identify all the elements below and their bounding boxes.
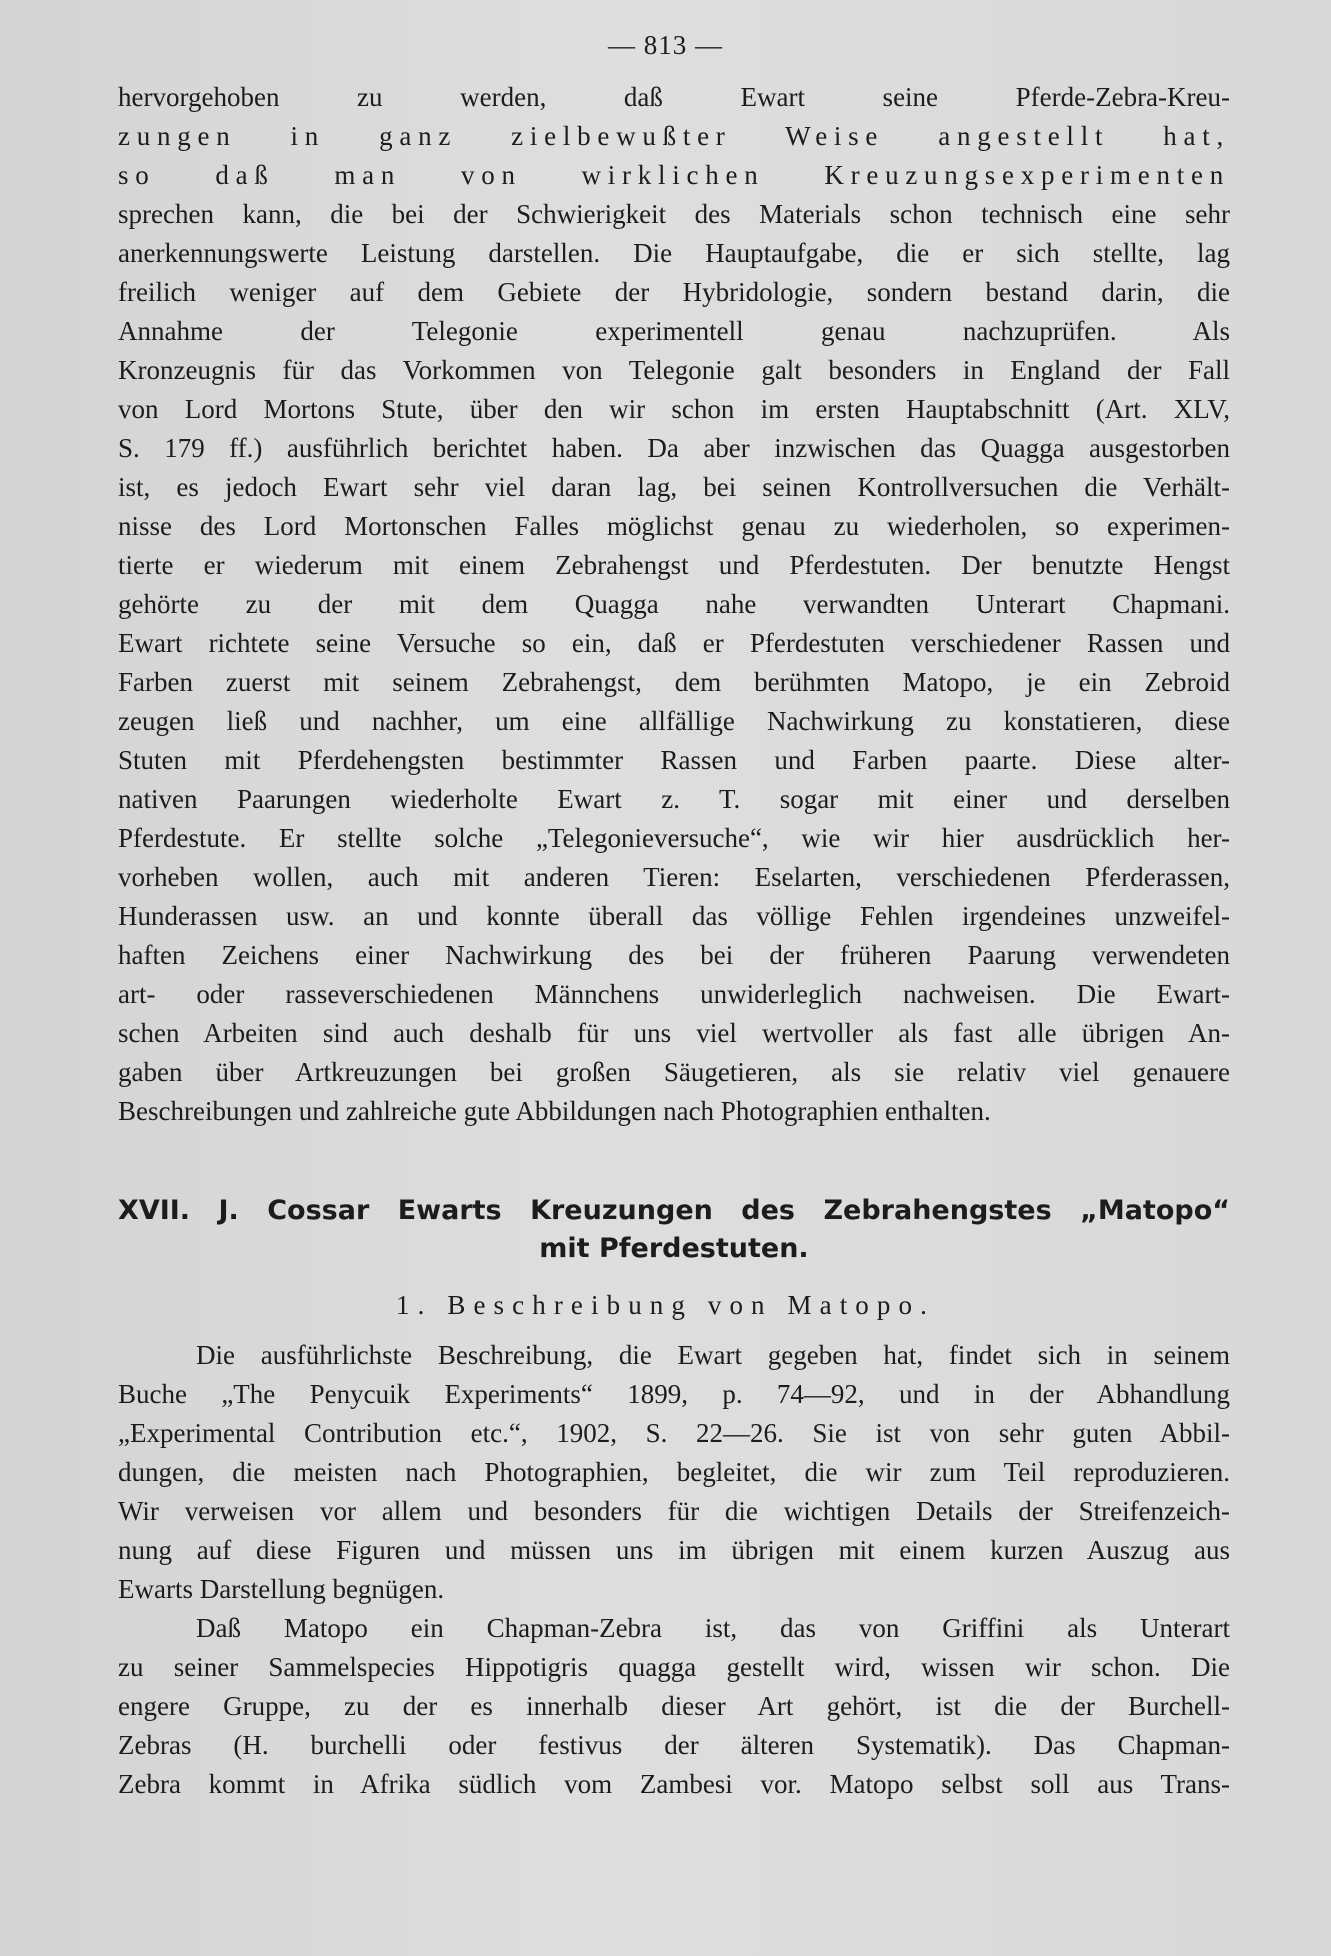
text-line: „Experimental Contribution etc.“, 1902, S. 22—26. Sie ist von sehr guten Abbil- [118, 1418, 1230, 1448]
chapter-heading-line: mit Pferdestuten. [539, 1233, 809, 1264]
text-line: Stuten mit Pferdehengsten bestimmter Rassen und Farben paarte. Diese alter- [118, 745, 1230, 775]
text-line: Buche „The Penycuik Experiments“ 1899, p. 74—92, und in der Abhandlung [118, 1379, 1230, 1409]
chapter-heading-line: XVII. J. Cossar Ewarts Kreuzungen des Zebrahengstes „Matopo“ [118, 1195, 1230, 1226]
text-line: gehörte zu der mit dem Quagga nahe verwandten Unterart Chapmani. [118, 589, 1230, 619]
text-line: zungen in ganz zielbewußter Weise angestellt hat, [118, 121, 1230, 151]
text-line: engere Gruppe, zu der es innerhalb dieser Art gehört, ist die der Burchell- [118, 1691, 1230, 1721]
text-line: Beschreibungen und zahlreiche gute Abbildungen nach Photographien enthalten. [118, 1096, 991, 1126]
text-line: dungen, die meisten nach Photographien, begleitet, die wir zum Teil reproduzieren. [118, 1457, 1230, 1487]
text-line: Zebras (H. burchelli oder festivus der älteren Systematik). Das Chapman- [118, 1730, 1230, 1760]
text-line: zu seiner Sammelspecies Hippotigris quagga gestellt wird, wissen wir schon. Die [118, 1652, 1230, 1682]
text-line: Farben zuerst mit seinem Zebrahengst, dem berühmten Matopo, je ein Zebroid [118, 667, 1230, 697]
text-line: Wir verweisen vor allem und besonders für die wichtigen Details der Streifenzeich- [118, 1496, 1230, 1526]
text-line: Zebra kommt in Afrika südlich vom Zambesi vor. Matopo selbst soll aus Trans- [118, 1769, 1230, 1799]
text-line: Annahme der Telegonie experimentell genau nachzuprüfen. Als [118, 316, 1230, 346]
text-line: Daß Matopo ein Chapman-Zebra ist, das von Griffini als Unterart [196, 1613, 1230, 1643]
top-paragraph [118, 78, 1230, 1131]
text-line: nung auf diese Figuren und müssen uns im übrigen mit einem kurzen Auszug aus [118, 1535, 1230, 1565]
text-line: haften Zeichens einer Nachwirkung des bei der früheren Paarung verwendeten [118, 940, 1230, 970]
text-line: Kronzeugnis für das Vorkommen von Telegonie galt besonders in England der Fall [118, 355, 1230, 385]
text-line: tierte er wiederum mit einem Zebrahengst und Pferdestuten. Der benutzte Hengst [118, 550, 1230, 580]
page-number: — 813 — [608, 30, 723, 60]
text-line: von Lord Mortons Stute, über den wir schon im ersten Hauptabschnitt (Art. XLV, [118, 394, 1230, 424]
text-line: hervorgehoben zu werden, daß Ewart seine Pferde-Zebra-Kreu- [118, 82, 1230, 112]
text-line: so daß man von wirklichen Kreuzungsexperimenten [118, 160, 1230, 190]
bottom-paragraphs [118, 1336, 1230, 1804]
text-line: sprechen kann, die bei der Schwierigkeit des Materials schon technisch eine sehr [118, 199, 1230, 229]
text-line: Die ausführlichste Beschreibung, die Ewart gegeben hat, findet sich in seinem [196, 1340, 1230, 1370]
text-line: ist, es jedoch Ewart sehr viel daran lag, bei seinen Kontrollversuchen die Verhält- [118, 472, 1230, 502]
text-line: nativen Paarungen wiederholte Ewart z. T. sogar mit einer und derselben [118, 784, 1230, 814]
text-line: Hunderassen usw. an und konnte überall das völlige Fehlen irgendeines unzweifel- [118, 901, 1230, 931]
section-subheading: 1. Beschreibung von Matopo. [396, 1290, 935, 1320]
text-line: schen Arbeiten sind auch deshalb für uns viel wertvoller als fast alle übrigen An- [118, 1018, 1230, 1048]
text-line: nisse des Lord Mortonschen Falles möglichst genau zu wiederholen, so experimen- [118, 511, 1230, 541]
text-line: vorheben wollen, auch mit anderen Tieren: Eselarten, verschiedenen Pferderassen, [118, 862, 1230, 892]
text-line: freilich weniger auf dem Gebiete der Hybridologie, sondern bestand darin, die [118, 277, 1230, 307]
text-line: Pferdestute. Er stellte solche „Telegonieversuche“, wie wir hier ausdrücklich her- [118, 823, 1230, 853]
text-line: Ewarts Darstellung begnügen. [118, 1574, 445, 1604]
chapter-heading [118, 1192, 1230, 1268]
text-line: gaben über Artkreuzungen bei großen Säugetieren, als sie relativ viel genauere [118, 1057, 1230, 1087]
text-line: zeugen ließ und nachher, um eine allfällige Nachwirkung zu konstatieren, diese [118, 706, 1230, 736]
text-line: anerkennungswerte Leistung darstellen. Die Hauptaufgabe, die er sich stellte, lag [118, 238, 1230, 268]
text-line: Ewart richtete seine Versuche so ein, daß er Pferdestuten verschiedener Rassen und [118, 628, 1230, 658]
text-line: art- oder rasseverschiedenen Männchens unwiderleglich nachweisen. Die Ewart- [118, 979, 1230, 1009]
text-line: S. 179 ff.) ausführlich berichtet haben. Da aber inzwischen das Quagga ausgestorben [118, 433, 1230, 463]
